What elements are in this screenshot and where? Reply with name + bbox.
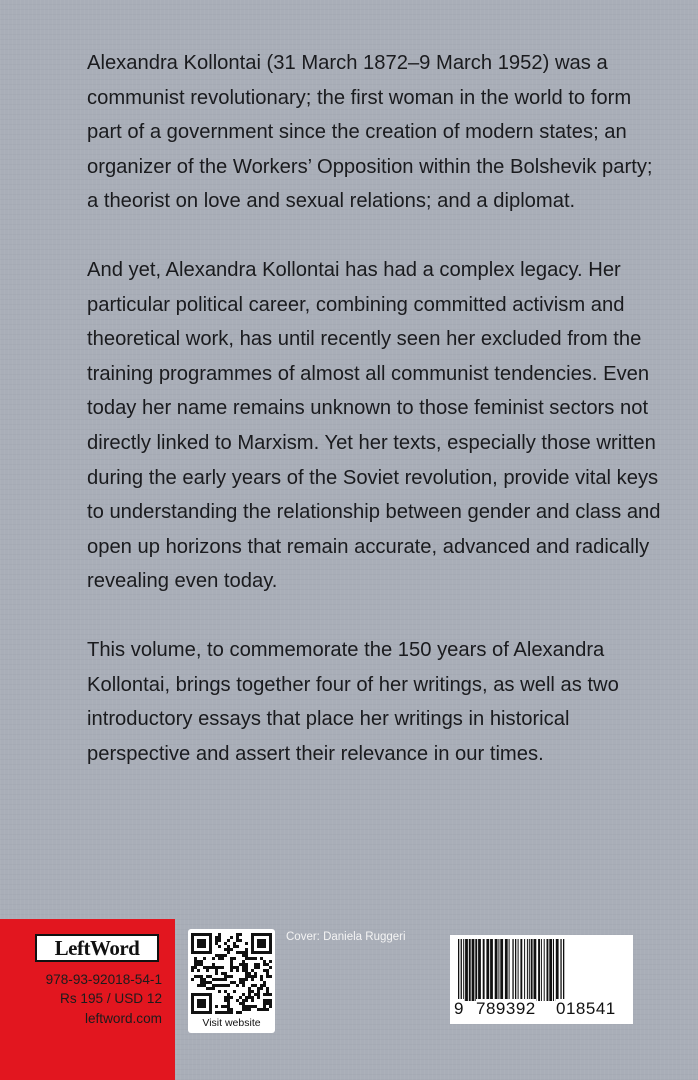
publisher-logo: LeftWord — [35, 934, 159, 962]
isbn-text: 978-93-92018-54-1 — [45, 972, 162, 987]
blurb-paragraph-3: This volume, to commemorate the 150 years of Alexandra Kollontai, brings together four of her writings, as well as two introductory essays that place her writings in historical perspective and assert their relevance in our times. — [87, 638, 619, 765]
qr-code[interactable] — [188, 929, 275, 1033]
publisher-info — [14, 970, 162, 1028]
barcode-group-1: 789392 — [476, 999, 536, 1018]
isbn-barcode — [450, 935, 633, 1024]
website-text: leftword.com — [84, 1010, 162, 1026]
price-text: Rs 195 / USD 12 — [60, 991, 162, 1007]
barcode-group-2: 018541 — [556, 999, 616, 1018]
barcode-lead-digit: 9 — [454, 999, 464, 1018]
cover-credit: Cover: Daniela Ruggeri — [286, 931, 406, 943]
qr-label: Visit website — [202, 1017, 261, 1029]
qr-code-icon — [191, 933, 272, 1014]
blurb-paragraph-2: And yet, Alexandra Kollontai has had a complex legacy. Her particular political career, combining committed activism and theoretical work, has until recently seen her excluded from the training programmes of almost all communist tendencies. Even today her name remains unknown to those feminist sectors not directly linked to Marxism. Yet her texts, especially those written during the early years of the Soviet revolution, provide vital keys to understanding the relationship between gender and class and open up horizons that remain accurate, advanced and radically revealing even today. — [87, 258, 661, 593]
blurb-paragraph-1: Alexandra Kollontai (31 March 1872–9 March 1952) was a communist revolutionary; the first woman in the world to form part of a government since the creation of modern states; an organizer of the Workers’ Opposition within the Bolshevik party; a theorist on love and sexual relations; and a diplomat. — [87, 52, 653, 213]
cover-blurb — [87, 46, 662, 771]
